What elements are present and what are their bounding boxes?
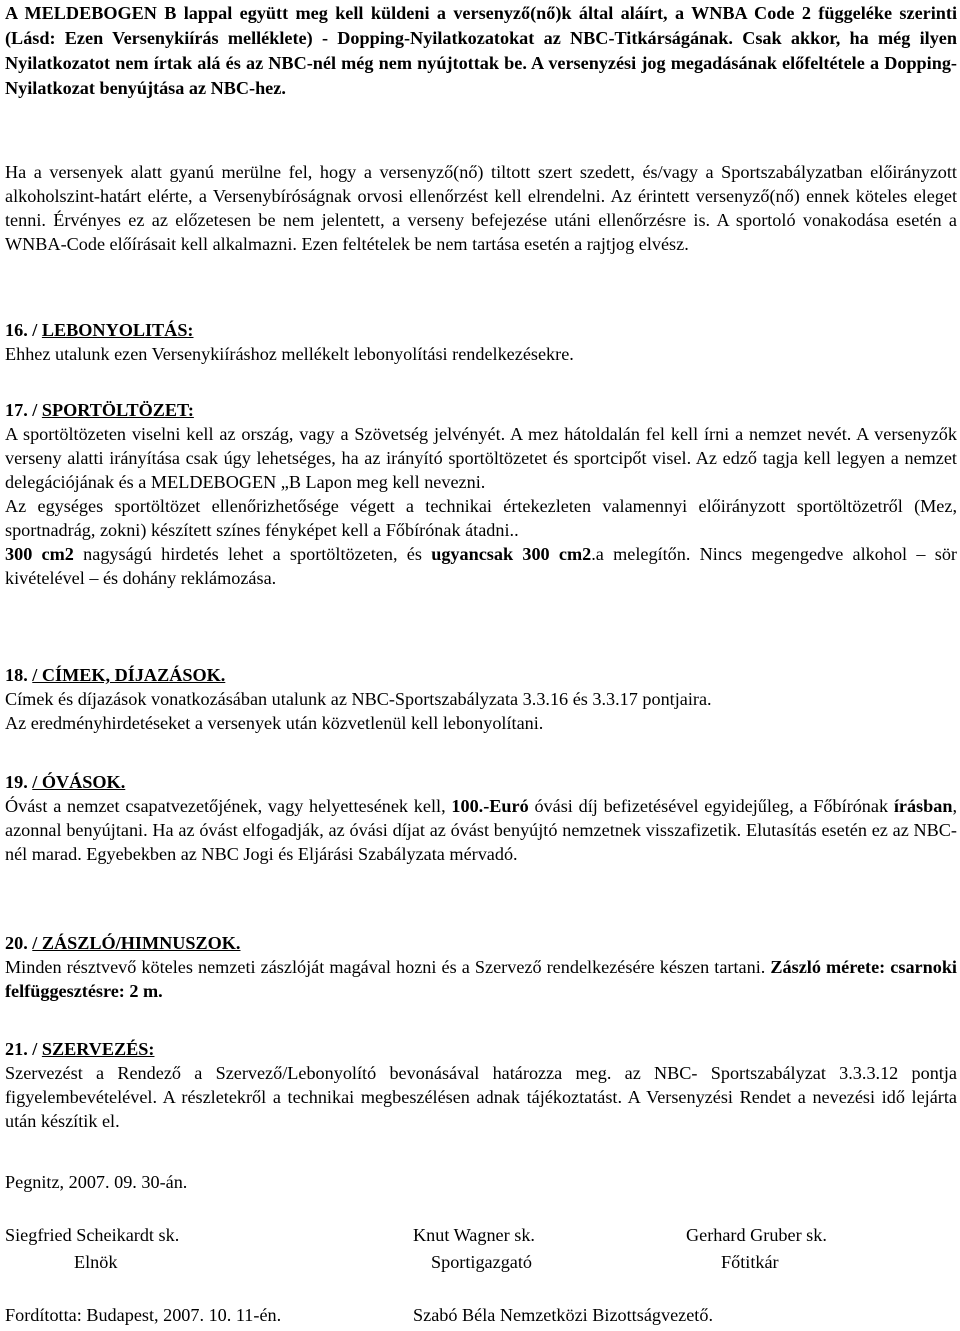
section-18-paragraph-2: Az eredményhirdetéseket a versenyek után közvetlenül kell lebonyolítani. <box>5 713 544 733</box>
section-19-number: 19. <box>5 772 28 792</box>
section-18-number: 18. <box>5 665 28 685</box>
ad-text-1: nagyságú hirdetés lehet a sportöltözeten, és <box>73 544 432 564</box>
signature-name-2: Knut Wagner sk. <box>413 1225 535 1245</box>
section-17-number: 17. / <box>5 400 38 420</box>
section-16-text: Ehhez utalunk ezen Versenykiíráshoz mellékelt lebonyolítási rendelkezésekre. <box>5 344 574 364</box>
section-16 <box>5 318 957 366</box>
intro-paragraph: A MELDEBOGEN B lappal együtt meg kell küldeni a versenyző(nő)k által aláírt, a WNBA Code 2 függeléke szerinti (Lásd: Ezen Versenykiírás melléklete) - Dopping-Nyilatkozatokat az NBC-Titkárságának. Csak akkor, ha még ilyen Nyilatkozatot nem írtak alá és az NBC-nél még nem nyújtottak be. A versenyzési jog megadásának előfeltétele a Dopping-Nyilatkozat benyújtása az NBC-hez. <box>5 3 957 98</box>
ad-text-2: .a melegítőn. Nincs megengedve alkohol – sör kivételével – és dohány reklámozása. <box>5 544 957 588</box>
signature-role-2: Sportigazgató <box>431 1252 533 1272</box>
signature-name-1: Siegfried Scheikardt sk. <box>5 1225 180 1245</box>
section-16-number: 16. / <box>5 320 38 340</box>
section-21-paragraph: Szervezést a Rendező a Szervező/Lebonyolító bevonásával határozza meg. az NBC- Sportszabályzat 3.3.3.12 pontja figyelembevételével. A részletekről a technikai megbeszélésen adnak tájékoztatást. A Versenyzési Rendet a nevezési idő lejárta után készítik el. <box>5 1063 957 1131</box>
footer-translated: Fordította: Budapest, 2007. 10. 11-én. <box>5 1305 282 1325</box>
signature-role-1: Elnök <box>74 1252 118 1272</box>
section-19-text-1: Óvást a nemzet csapatvezetőjének, vagy helyettesének kell, <box>5 796 452 816</box>
flag-size: Zászló mérete: csarnoki felfüggesztésre: 2 m. <box>5 957 957 1001</box>
section-20 <box>5 931 957 1003</box>
section-19 <box>5 770 957 866</box>
section-18-paragraph-1: Címek és díjazások vonatkozásában utalunk az NBC-Sportszabályzata 3.3.16 és 3.3.17 pontjaira. <box>5 689 712 709</box>
section-16-heading <box>5 318 957 342</box>
signature-role-3: Főtitkár <box>721 1252 779 1272</box>
place-date: Pegnitz, 2007. 09. 30-án. <box>5 1172 188 1192</box>
section-17-paragraph-2: Az egységes sportöltözet ellenőrizhetősége végett a technikai értekezleten valamennyi előirányzott sportöltözetről (Mez, sportnadrág, zokni) készített színes fényképet kell a Főbírónak átadni.. <box>5 496 957 540</box>
section-21-title: SZERVEZÉS: <box>41 1039 155 1059</box>
ad-size-1: 300 cm2 <box>5 544 74 564</box>
section-16-title: LEBONYOLITÁS: <box>41 320 194 340</box>
section-20-number: 20. <box>5 933 28 953</box>
section-19-paragraph <box>5 794 957 866</box>
section-21-number: 21. / <box>5 1039 38 1059</box>
section-17 <box>5 398 957 590</box>
section-20-title: / ZÁSZLÓ/HIMNUSZOK. <box>32 933 241 953</box>
section-19-text-3: , azonnal benyújtani. Ha az óvást elfogadják, az óvási díjat az óvást benyújtó nemzetnek visszafizetik. Elutasítás esetén ez az NBC-nél marad. Egyebekben az NBC Jogi és Eljárási Szabályzata mérvadó. <box>5 796 957 864</box>
section-21-heading <box>5 1037 957 1061</box>
section-20-heading <box>5 931 957 955</box>
section-18-heading <box>5 663 957 687</box>
section-18 <box>5 663 957 735</box>
in-writing: írásban <box>893 796 953 816</box>
section-17-heading <box>5 398 957 422</box>
section-17-title: SPORTÖLTÖZET: <box>41 400 194 420</box>
footer-translator: Szabó Béla Nemzetközi Bizottságvezető. <box>413 1305 713 1325</box>
protest-fee: 100.-Euró <box>451 796 529 816</box>
section-18-title: / CÍMEK, DÍJAZÁSOK. <box>32 665 226 685</box>
section-17-paragraph-1: A sportöltözeten viselni kell az ország, vagy a Szövetség jelvényét. A mez hátoldalán fel kell írni a nemzet nevét. A versenyzők verseny alatti irányítása csak úgy lehetséges, ha az irányító sportöltözetet és sportcipőt visel. Az edző tagja kell legyen a nemzet delegációjának és a MELDEBOGEN „B Lapon meg kell nevezni. <box>5 424 957 492</box>
ad-size-2: ugyancsak 300 cm2 <box>431 544 592 564</box>
section-17-paragraph-3 <box>5 542 957 590</box>
section-20-paragraph <box>5 955 957 1003</box>
doping-paragraph: Ha a versenyek alatt gyanú merülne fel, hogy a versenyző(nő) tiltott szert szedett, és/vagy a Sportszabályzatban előirányzott alkoholszint-határt elérte, a Versenybíróságnak orvosi ellenőrzést kell elrendelni. Az érintett versenyző(nő) ennek köteles eleget tenni. Érvényes ez az előzetesen be nem jelentett, a verseny befejezése utáni ellenőrzésre is. A sportoló vonakodása esetén a WNBA-Code előírásait kell alkalmazni. Ezen feltételek be nem tartása esetén a rajtjog elvész. <box>5 162 957 254</box>
section-20-text: Minden résztvevő köteles nemzeti zászlóját magával hozni és a Szervező rendelkezésére készen tartani. <box>5 957 771 977</box>
section-19-title: / ÓVÁSOK. <box>32 772 126 792</box>
section-21 <box>5 1037 957 1133</box>
signature-name-3: Gerhard Gruber sk. <box>686 1225 827 1245</box>
section-19-text-2: óvási díj befizetésével egyidejűleg, a Főbírónak <box>528 796 894 816</box>
section-19-heading <box>5 770 957 794</box>
